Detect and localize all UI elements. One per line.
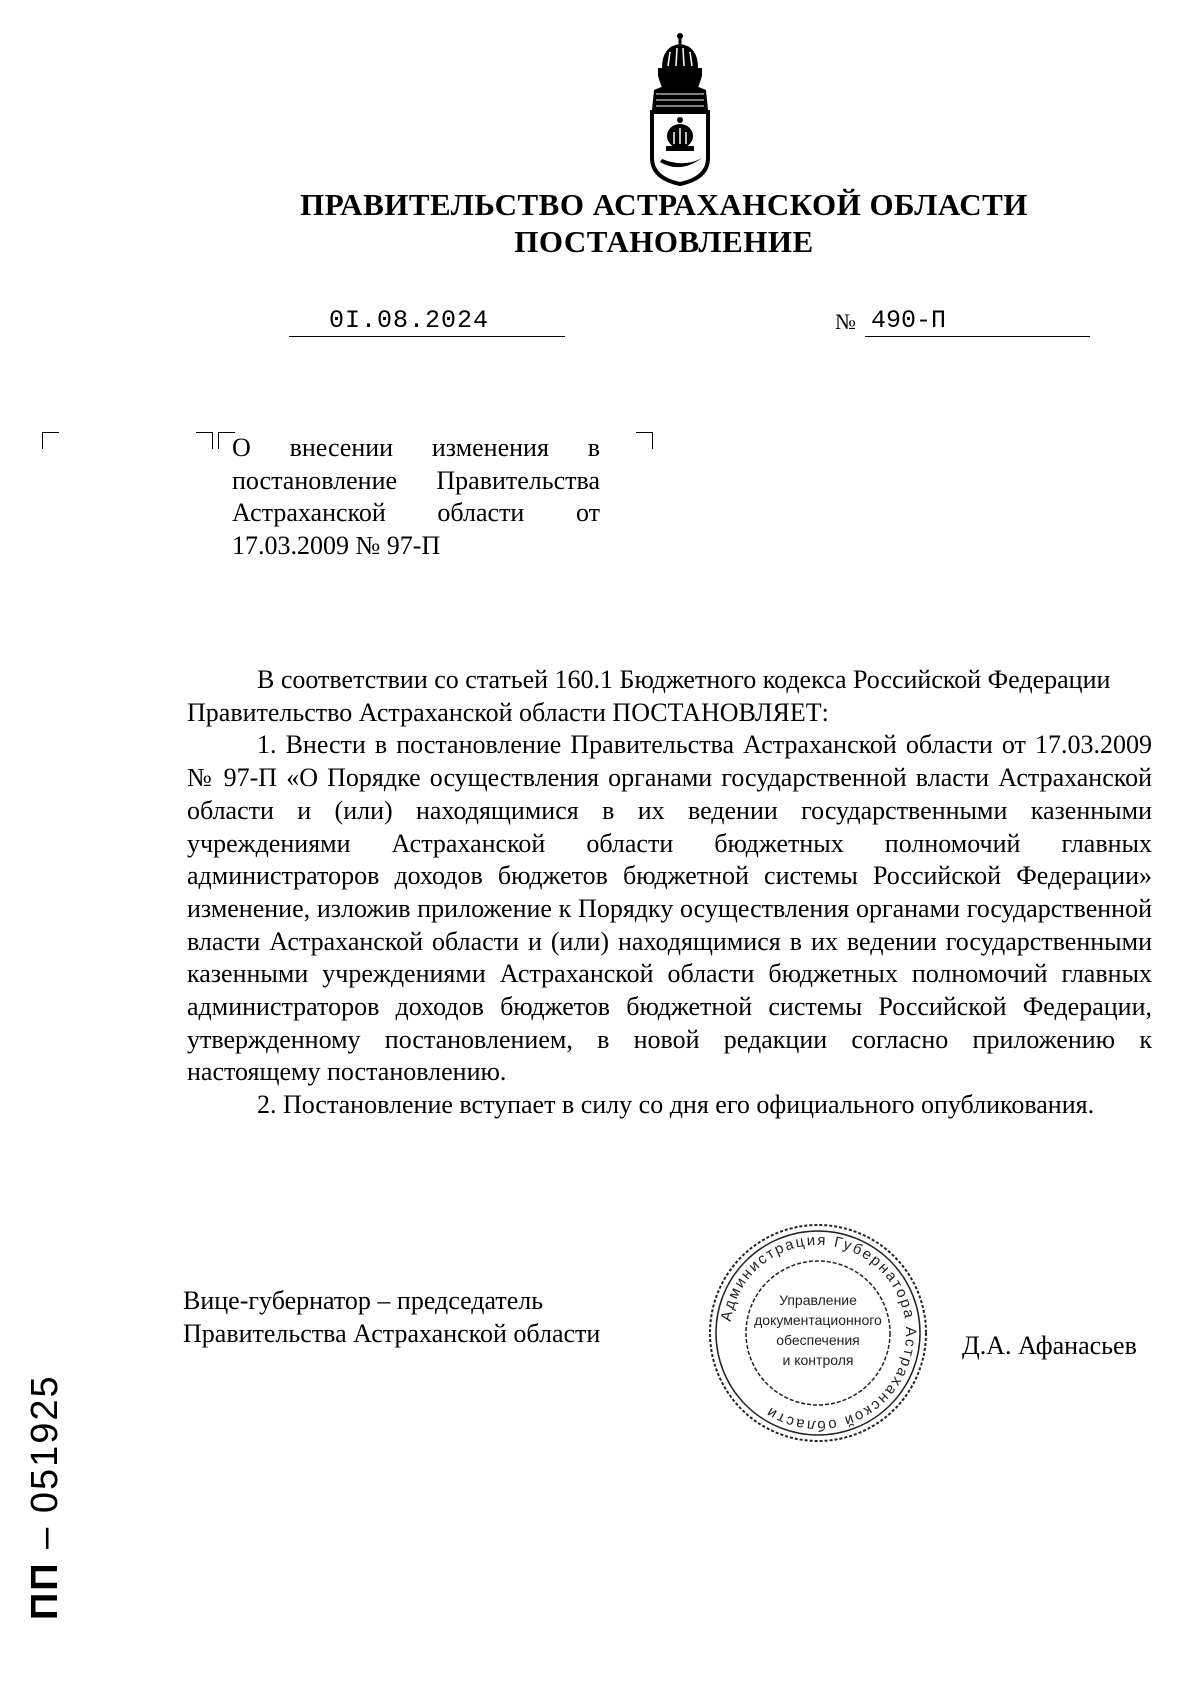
official-stamp	[705, 1220, 931, 1446]
stamp-inner-line-1: Управление	[779, 1292, 857, 1308]
corner-mark-subject-right	[636, 432, 653, 449]
body-paragraph-resolves: Правительство Астраханской области ПОСТАНОВЛЯЕТ:	[187, 697, 829, 727]
signatory-position-line-2: Правительства Астраханской области	[183, 1319, 601, 1348]
stamp-inner-line-4: и контроля	[782, 1352, 854, 1368]
signatory-name: Д.А. Афанасьев	[962, 1331, 1137, 1360]
number-sign: №	[835, 309, 856, 334]
coat-of-arms-emblem	[640, 28, 720, 188]
stamp-outer-text: Администрация Губернатора Астраханской области	[717, 1231, 920, 1435]
document-body	[187, 664, 1152, 1122]
document-date: 0I.08.2024	[329, 306, 490, 335]
stamp-inner-line-3: обеспечения	[776, 1332, 860, 1348]
document-date-field	[289, 306, 565, 337]
signatory-position-line-1: Вице-губернатор – председатель	[183, 1286, 544, 1315]
body-paragraph-basis: В соответствии со статьей 160.1 Бюджетного кодекса Российской Федерации	[257, 665, 1111, 694]
government-title: ПРАВИТЕЛЬСТВО АСТРАХАНСКОЙ ОБЛАСТИ	[300, 187, 1028, 222]
corner-mark-subject-left-a	[196, 432, 213, 449]
registration-code-number: – 051925	[24, 1374, 66, 1549]
signatory-position	[183, 1284, 600, 1350]
document-number: 490-П	[871, 306, 947, 335]
document-type-title: ПОСТАНОВЛЕНИЕ	[514, 224, 814, 259]
body-paragraph-item-1: 1. Внести в постановление Правительства Астраханской области от 17.03.2009 № 97-П «О Порядке осуществления органами государственной власти Астраханской области и (или) находящимися в их ведении государственными казенными учреждениями Астраханской области бюджетных полномочий главных администраторов доходов бюджетов бюджетной системы Российской Федерации» изменение, изложив приложение к Порядку осуществления органами государственной власти Астраханской области и (или) находящимися в их ведении государственными казенными учреждениями Астраханской области бюджетных полномочий главных администраторов доходов бюджетов бюджетной системы Российской Федерации, утвержденному постановлением, в новой редакции согласно приложению к настоящему постановлению.	[187, 730, 1152, 1087]
registration-code-prefix: ПП	[24, 1561, 66, 1620]
registration-code	[24, 1374, 66, 1620]
corner-mark-left	[42, 432, 59, 449]
body-paragraph-item-2: 2. Постановление вступает в силу со дня его официального опубликования.	[257, 1090, 1095, 1120]
stamp-inner-line-2: документационного	[754, 1312, 882, 1328]
document-number-field	[865, 306, 1090, 337]
document-subject: О внесении изменения в постановление Правительства Астраханской области от 17.03.2009 № 97-П	[232, 433, 600, 560]
